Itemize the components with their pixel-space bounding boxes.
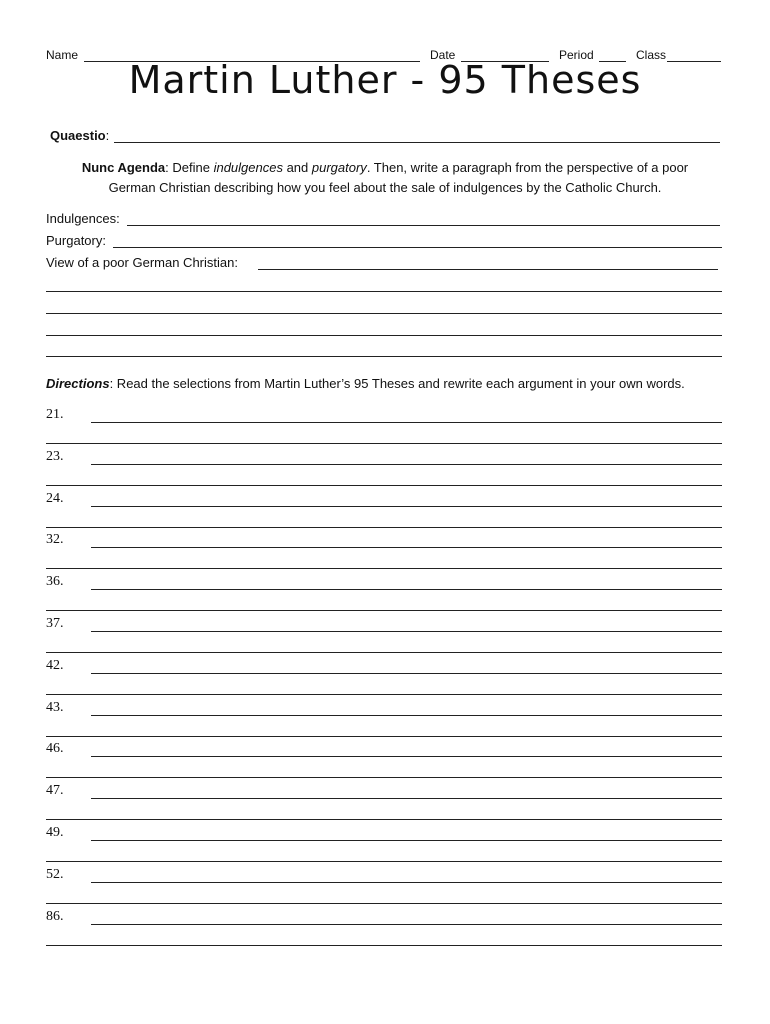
- thesis-answer-line[interactable]: [46, 610, 722, 611]
- thesis-number: 43.: [46, 699, 64, 715]
- directions: Directions: Read the selections from Martin Luther’s 95 Theses and rewrite each argument in your own words.: [46, 376, 685, 391]
- quaestio-label: Quaestio:: [50, 128, 110, 143]
- thesis-answer-line[interactable]: [91, 798, 722, 799]
- thesis-answer-line[interactable]: [91, 422, 722, 423]
- view-label: View of a poor German Christian:: [46, 255, 238, 270]
- thesis-number: 23.: [46, 448, 64, 464]
- thesis-number: 24.: [46, 490, 64, 506]
- thesis-answer-line[interactable]: [46, 903, 722, 904]
- thesis-number: 46.: [46, 741, 64, 757]
- writing-line[interactable]: [46, 313, 722, 314]
- writing-line[interactable]: [46, 291, 722, 292]
- page-title: Martin Luther - 95 Theses: [128, 58, 642, 102]
- thesis-answer-line[interactable]: [46, 945, 722, 946]
- thesis-number: 42.: [46, 657, 64, 673]
- purgatory-field[interactable]: [113, 247, 722, 248]
- nunc-agenda-line2: German Christian describing how you feel about the sale of indulgences by the Catholic Church.: [108, 180, 662, 195]
- thesis-answer-line[interactable]: [91, 589, 722, 590]
- thesis-answer-line[interactable]: [46, 443, 722, 444]
- thesis-number: 49.: [46, 825, 64, 840]
- thesis-answer-line[interactable]: [46, 777, 722, 778]
- thesis-answer-line[interactable]: [91, 506, 722, 507]
- thesis-number: 52.: [46, 866, 64, 882]
- thesis-answer-line[interactable]: [46, 485, 722, 486]
- class-label: Class: [636, 48, 667, 62]
- thesis-answer-line[interactable]: [46, 527, 722, 528]
- thesis-answer-line[interactable]: [46, 652, 722, 653]
- indulgences-field[interactable]: [127, 225, 720, 226]
- writing-line[interactable]: [46, 356, 722, 357]
- thesis-answer-line[interactable]: [46, 819, 722, 820]
- thesis-answer-line[interactable]: [91, 840, 722, 841]
- period-label: Period: [559, 48, 594, 62]
- thesis-number: 36.: [46, 574, 64, 590]
- thesis-answer-line[interactable]: [46, 694, 722, 695]
- thesis-answer-line[interactable]: [46, 568, 722, 569]
- thesis-number: 32.: [46, 532, 64, 548]
- thesis-number: 21.: [46, 407, 64, 422]
- thesis-answer-line[interactable]: [91, 673, 722, 674]
- name-label: Name: [46, 48, 79, 62]
- thesis-answer-line[interactable]: [46, 736, 722, 737]
- thesis-answer-line[interactable]: [91, 756, 722, 757]
- purgatory-label: Purgatory:: [46, 233, 106, 248]
- nunc-agenda-line1: Nunc Agenda: Define indulgences and purgatory. Then, write a paragraph from the perspective of a poor: [81, 160, 689, 175]
- thesis-answer-line[interactable]: [91, 715, 722, 716]
- thesis-number: 86.: [46, 908, 64, 924]
- indulgences-label: Indulgences:: [46, 211, 120, 226]
- thesis-answer-line[interactable]: [91, 924, 722, 925]
- thesis-number: 47.: [46, 783, 64, 799]
- thesis-answer-line[interactable]: [46, 861, 722, 862]
- thesis-number: 37.: [46, 616, 64, 631]
- quaestio-field[interactable]: [114, 142, 720, 143]
- thesis-answer-line[interactable]: [91, 547, 722, 548]
- view-field[interactable]: [258, 269, 718, 270]
- thesis-answer-line[interactable]: [91, 464, 722, 465]
- thesis-answer-line[interactable]: [91, 631, 722, 632]
- writing-line[interactable]: [46, 335, 722, 336]
- date-label: Date: [430, 48, 456, 62]
- thesis-answer-line[interactable]: [91, 882, 722, 883]
